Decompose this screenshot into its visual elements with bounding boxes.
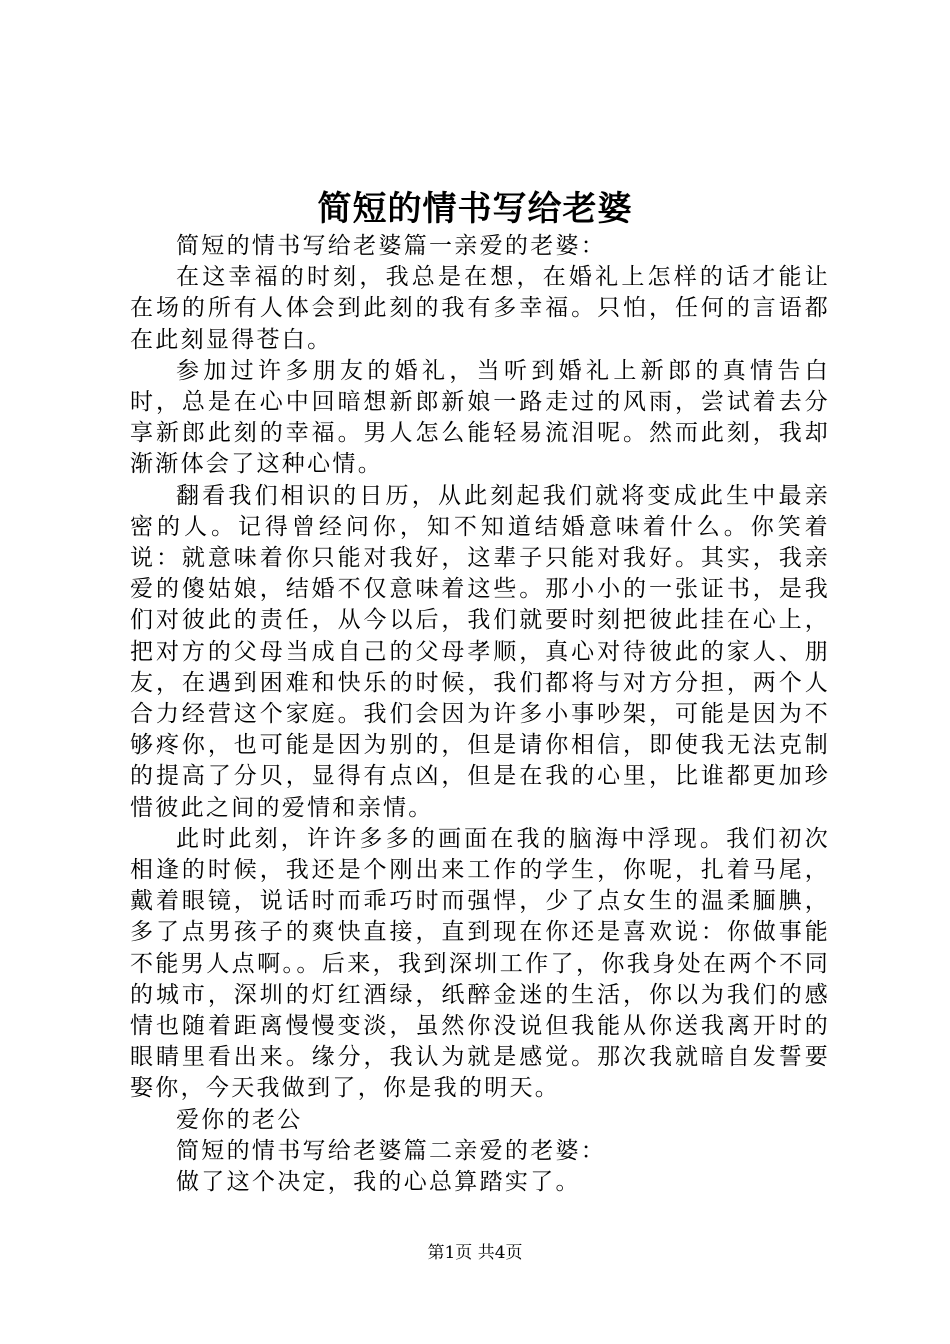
paragraph-4: 翻看我们相识的日历，从此刻起我们就将变成此生中最亲密的人。记得曾经问你，知不知道结婚意味着什么。你笑着说：就意味着你只能对我好，这辈子只能对我好。其实，我亲爱的傻姑娘，结婚不仅意味着这些。那小小的一张证书，是我们对彼此的责任，从今以后，我们就要时刻把彼此挂在心上，把对方的父母当成自己的父母孝顺，真心对待彼此的家人、朋友，在遇到困难和快乐的时候，我们都将与对方分担，两个人合力经营这个家庭。我们会因为许多小事吵架，可能是因为不够疼你，也可能是因为别的，但是请你相信，即使我无法克制的提高了分贝，显得有点凶，但是在我的心里，比谁都更加珍惜彼此之间的爱情和亲情。 <box>130 482 830 821</box>
page-number-footer: 第1页 共4页 <box>427 1243 523 1263</box>
signature-line: 爱你的老公 <box>176 1106 303 1133</box>
document-title: 简短的情书写给老婆 <box>317 189 633 229</box>
paragraph-3: 参加过许多朋友的婚礼，当听到婚礼上新郎的真情告白时，总是在心中回暗想新郎新娘一路走过的风雨，尝试着去分享新郎此刻的幸福。男人怎么能轻易流泪呢。然而此刻，我却渐渐体会了这种心情。 <box>130 357 830 478</box>
document-body <box>130 231 830 1198</box>
paragraph-1: 简短的情书写给老婆篇一亲爱的老婆： <box>176 233 607 259</box>
paragraph-8: 做了这个决定，我的心总算踏实了。 <box>176 1169 581 1196</box>
paragraph-7: 简短的情书写给老婆篇二亲爱的老婆： <box>176 1137 607 1164</box>
paragraph-2: 在这幸福的时刻，我总是在想，在婚礼上怎样的话才能让在场的所有人体会到此刻的我有多幸福。只怕，任何的言语都在此刻显得苍白。 <box>130 264 830 353</box>
paragraph-5: 此时此刻，许许多多的画面在我的脑海中浮现。我们初次相逢的时候，我还是个刚出来工作的学生，你呢，扎着马尾，戴着眼镜，说话时而乖巧时而强悍，少了点女生的温柔腼腆，多了点男孩子的爽快直接，直到现在你还是喜欢说：你做事能不能男人点啊。。后来，我到深圳工作了，你我身处在两个不同的城市，深圳的灯红酒绿，纸醉金迷的生活，你以为我们的感情也随着距离慢慢变淡，虽然你没说但我能从你送我离开时的眼睛里看出来。缘分，我认为就是感觉。那次我就暗自发誓要娶你，今天我做到了，你是我的明天。 <box>130 825 830 1102</box>
